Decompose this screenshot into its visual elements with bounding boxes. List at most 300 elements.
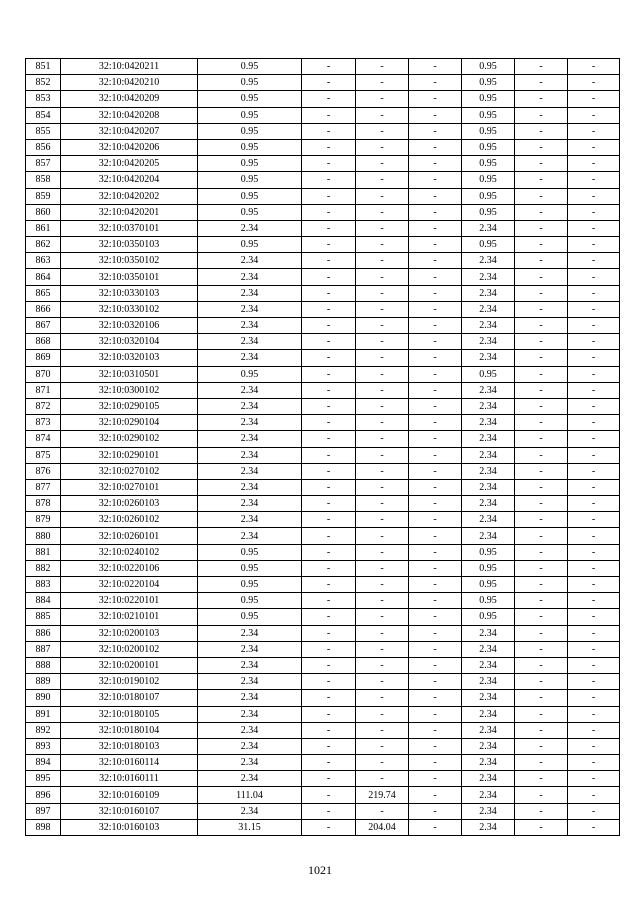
value-cell-3: - xyxy=(356,447,409,463)
row-number-cell: 883 xyxy=(26,577,61,593)
value-cell-4: - xyxy=(409,253,462,269)
value-cell-4: - xyxy=(409,706,462,722)
value-cell-4: - xyxy=(409,609,462,625)
value-cell-1: 2.34 xyxy=(198,625,302,641)
table-row xyxy=(26,755,620,771)
value-cell-5: 2.34 xyxy=(462,479,515,495)
value-cell-7: - xyxy=(568,334,620,350)
value-cell-1: 0.95 xyxy=(198,188,302,204)
value-cell-1: 2.34 xyxy=(198,528,302,544)
value-cell-1: 0.95 xyxy=(198,123,302,139)
row-number-cell: 871 xyxy=(26,382,61,398)
value-cell-4: - xyxy=(409,512,462,528)
value-cell-2: - xyxy=(302,496,356,512)
value-cell-2: - xyxy=(302,91,356,107)
value-cell-1: 2.34 xyxy=(198,706,302,722)
row-number-cell: 877 xyxy=(26,479,61,495)
value-cell-5: 0.95 xyxy=(462,139,515,155)
row-number-cell: 856 xyxy=(26,139,61,155)
value-cell-6: - xyxy=(515,479,568,495)
row-number-cell: 851 xyxy=(26,59,61,75)
value-cell-3: - xyxy=(356,544,409,560)
value-cell-7: - xyxy=(568,690,620,706)
row-number-cell: 857 xyxy=(26,156,61,172)
cadastral-number-cell: 32:10:0160109 xyxy=(61,787,198,803)
value-cell-5: 2.34 xyxy=(462,771,515,787)
value-cell-2: - xyxy=(302,560,356,576)
value-cell-6: - xyxy=(515,593,568,609)
value-cell-7: - xyxy=(568,139,620,155)
value-cell-1: 111.04 xyxy=(198,787,302,803)
value-cell-6: - xyxy=(515,431,568,447)
table-row xyxy=(26,771,620,787)
value-cell-2: - xyxy=(302,738,356,754)
value-cell-1: 2.34 xyxy=(198,269,302,285)
cadastral-number-cell: 32:10:0180104 xyxy=(61,722,198,738)
value-cell-3: - xyxy=(356,269,409,285)
value-cell-4: - xyxy=(409,496,462,512)
value-cell-2: - xyxy=(302,59,356,75)
value-cell-4: - xyxy=(409,738,462,754)
value-cell-5: 2.34 xyxy=(462,528,515,544)
table-row xyxy=(26,431,620,447)
value-cell-1: 2.34 xyxy=(198,755,302,771)
value-cell-1: 0.95 xyxy=(198,139,302,155)
value-cell-1: 2.34 xyxy=(198,301,302,317)
cadastral-number-cell: 32:10:0300102 xyxy=(61,382,198,398)
value-cell-3: - xyxy=(356,690,409,706)
cadastral-number-cell: 32:10:0420210 xyxy=(61,75,198,91)
value-cell-4: - xyxy=(409,528,462,544)
value-cell-5: 2.34 xyxy=(462,285,515,301)
value-cell-5: 2.34 xyxy=(462,334,515,350)
row-number-cell: 858 xyxy=(26,172,61,188)
cadastral-number-cell: 32:10:0200102 xyxy=(61,641,198,657)
value-cell-3: - xyxy=(356,771,409,787)
row-number-cell: 869 xyxy=(26,350,61,366)
value-cell-7: - xyxy=(568,350,620,366)
value-cell-4: - xyxy=(409,220,462,236)
table-row xyxy=(26,156,620,172)
value-cell-2: - xyxy=(302,415,356,431)
row-number-cell: 866 xyxy=(26,301,61,317)
cadastral-number-cell: 32:10:0420204 xyxy=(61,172,198,188)
value-cell-2: - xyxy=(302,690,356,706)
row-number-cell: 870 xyxy=(26,366,61,382)
value-cell-5: 2.34 xyxy=(462,496,515,512)
value-cell-6: - xyxy=(515,415,568,431)
value-cell-4: - xyxy=(409,301,462,317)
value-cell-6: - xyxy=(515,350,568,366)
value-cell-5: 2.34 xyxy=(462,674,515,690)
value-cell-6: - xyxy=(515,188,568,204)
value-cell-4: - xyxy=(409,722,462,738)
cadastral-number-cell: 32:10:0320103 xyxy=(61,350,198,366)
value-cell-3: - xyxy=(356,398,409,414)
row-number-cell: 852 xyxy=(26,75,61,91)
value-cell-6: - xyxy=(515,625,568,641)
row-number-cell: 897 xyxy=(26,803,61,819)
row-number-cell: 876 xyxy=(26,463,61,479)
value-cell-2: - xyxy=(302,577,356,593)
value-cell-6: - xyxy=(515,334,568,350)
table-body xyxy=(26,59,620,836)
value-cell-5: 0.95 xyxy=(462,366,515,382)
value-cell-5: 2.34 xyxy=(462,787,515,803)
value-cell-1: 0.95 xyxy=(198,577,302,593)
value-cell-7: - xyxy=(568,755,620,771)
value-cell-2: - xyxy=(302,382,356,398)
value-cell-2: - xyxy=(302,819,356,835)
table-row xyxy=(26,447,620,463)
value-cell-2: - xyxy=(302,512,356,528)
cadastral-number-cell: 32:10:0160114 xyxy=(61,755,198,771)
value-cell-7: - xyxy=(568,609,620,625)
value-cell-4: - xyxy=(409,657,462,673)
cadastral-number-cell: 32:10:0320106 xyxy=(61,318,198,334)
cadastral-number-cell: 32:10:0290104 xyxy=(61,415,198,431)
value-cell-4: - xyxy=(409,366,462,382)
value-cell-1: 2.34 xyxy=(198,657,302,673)
row-number-cell: 859 xyxy=(26,188,61,204)
value-cell-6: - xyxy=(515,803,568,819)
row-number-cell: 881 xyxy=(26,544,61,560)
value-cell-6: - xyxy=(515,722,568,738)
value-cell-7: - xyxy=(568,447,620,463)
cadastral-number-cell: 32:10:0220104 xyxy=(61,577,198,593)
table-row xyxy=(26,577,620,593)
value-cell-5: 2.34 xyxy=(462,803,515,819)
value-cell-5: 2.34 xyxy=(462,447,515,463)
value-cell-3: 219.74 xyxy=(356,787,409,803)
value-cell-7: - xyxy=(568,431,620,447)
value-cell-4: - xyxy=(409,625,462,641)
table-row xyxy=(26,253,620,269)
value-cell-6: - xyxy=(515,641,568,657)
value-cell-1: 2.34 xyxy=(198,318,302,334)
value-cell-6: - xyxy=(515,496,568,512)
value-cell-1: 2.34 xyxy=(198,382,302,398)
value-cell-5: 0.95 xyxy=(462,593,515,609)
value-cell-6: - xyxy=(515,123,568,139)
value-cell-2: - xyxy=(302,657,356,673)
table-row xyxy=(26,512,620,528)
value-cell-7: - xyxy=(568,91,620,107)
value-cell-2: - xyxy=(302,301,356,317)
row-number-cell: 888 xyxy=(26,657,61,673)
value-cell-5: 0.95 xyxy=(462,172,515,188)
value-cell-1: 0.95 xyxy=(198,204,302,220)
cadastral-number-cell: 32:10:0290105 xyxy=(61,398,198,414)
value-cell-7: - xyxy=(568,366,620,382)
value-cell-2: - xyxy=(302,156,356,172)
value-cell-1: 2.34 xyxy=(198,674,302,690)
value-cell-1: 2.34 xyxy=(198,512,302,528)
value-cell-4: - xyxy=(409,641,462,657)
value-cell-1: 2.34 xyxy=(198,447,302,463)
row-number-cell: 896 xyxy=(26,787,61,803)
value-cell-3: - xyxy=(356,496,409,512)
value-cell-3: - xyxy=(356,528,409,544)
value-cell-7: - xyxy=(568,738,620,754)
value-cell-3: - xyxy=(356,755,409,771)
value-cell-3: - xyxy=(356,172,409,188)
value-cell-3: - xyxy=(356,350,409,366)
value-cell-2: - xyxy=(302,204,356,220)
value-cell-7: - xyxy=(568,204,620,220)
row-number-cell: 874 xyxy=(26,431,61,447)
value-cell-4: - xyxy=(409,123,462,139)
row-number-cell: 872 xyxy=(26,398,61,414)
value-cell-1: 2.34 xyxy=(198,738,302,754)
value-cell-5: 0.95 xyxy=(462,577,515,593)
value-cell-2: - xyxy=(302,237,356,253)
cadastral-number-cell: 32:10:0320104 xyxy=(61,334,198,350)
value-cell-6: - xyxy=(515,609,568,625)
row-number-cell: 862 xyxy=(26,237,61,253)
value-cell-7: - xyxy=(568,544,620,560)
value-cell-2: - xyxy=(302,479,356,495)
value-cell-7: - xyxy=(568,787,620,803)
value-cell-5: 2.34 xyxy=(462,220,515,236)
cadastral-number-cell: 32:10:0350101 xyxy=(61,269,198,285)
value-cell-7: - xyxy=(568,674,620,690)
cadastral-number-cell: 32:10:0180103 xyxy=(61,738,198,754)
value-cell-2: - xyxy=(302,771,356,787)
cadastral-number-cell: 32:10:0180105 xyxy=(61,706,198,722)
value-cell-7: - xyxy=(568,803,620,819)
value-cell-4: - xyxy=(409,188,462,204)
value-cell-4: - xyxy=(409,269,462,285)
table-row xyxy=(26,560,620,576)
value-cell-5: 2.34 xyxy=(462,690,515,706)
row-number-cell: 863 xyxy=(26,253,61,269)
value-cell-1: 2.34 xyxy=(198,350,302,366)
value-cell-2: - xyxy=(302,139,356,155)
cadastral-number-cell: 32:10:0310501 xyxy=(61,366,198,382)
value-cell-5: 0.95 xyxy=(462,188,515,204)
value-cell-1: 0.95 xyxy=(198,609,302,625)
value-cell-2: - xyxy=(302,674,356,690)
value-cell-3: - xyxy=(356,738,409,754)
value-cell-7: - xyxy=(568,237,620,253)
value-cell-4: - xyxy=(409,156,462,172)
value-cell-7: - xyxy=(568,253,620,269)
value-cell-2: - xyxy=(302,253,356,269)
value-cell-5: 0.95 xyxy=(462,204,515,220)
value-cell-3: - xyxy=(356,366,409,382)
table-row xyxy=(26,657,620,673)
value-cell-4: - xyxy=(409,350,462,366)
value-cell-7: - xyxy=(568,398,620,414)
table-row xyxy=(26,625,620,641)
table-row xyxy=(26,382,620,398)
value-cell-3: - xyxy=(356,479,409,495)
value-cell-4: - xyxy=(409,771,462,787)
cadastral-number-cell: 32:10:0350103 xyxy=(61,237,198,253)
value-cell-2: - xyxy=(302,787,356,803)
value-cell-5: 0.95 xyxy=(462,107,515,123)
value-cell-1: 2.34 xyxy=(198,722,302,738)
cadastral-number-cell: 32:10:0330102 xyxy=(61,301,198,317)
value-cell-7: - xyxy=(568,771,620,787)
value-cell-6: - xyxy=(515,220,568,236)
table-row xyxy=(26,318,620,334)
value-cell-4: - xyxy=(409,674,462,690)
value-cell-1: 2.34 xyxy=(198,415,302,431)
value-cell-3: - xyxy=(356,463,409,479)
value-cell-6: - xyxy=(515,318,568,334)
value-cell-1: 2.34 xyxy=(198,253,302,269)
value-cell-4: - xyxy=(409,334,462,350)
row-number-cell: 893 xyxy=(26,738,61,754)
value-cell-6: - xyxy=(515,657,568,673)
value-cell-3: - xyxy=(356,107,409,123)
value-cell-7: - xyxy=(568,269,620,285)
value-cell-4: - xyxy=(409,479,462,495)
value-cell-1: 0.95 xyxy=(198,156,302,172)
value-cell-2: - xyxy=(302,366,356,382)
value-cell-3: - xyxy=(356,285,409,301)
table-row xyxy=(26,237,620,253)
value-cell-4: - xyxy=(409,447,462,463)
value-cell-7: - xyxy=(568,156,620,172)
value-cell-1: 0.95 xyxy=(198,237,302,253)
value-cell-3: - xyxy=(356,75,409,91)
value-cell-5: 2.34 xyxy=(462,706,515,722)
row-number-cell: 855 xyxy=(26,123,61,139)
value-cell-1: 0.95 xyxy=(198,91,302,107)
row-number-cell: 865 xyxy=(26,285,61,301)
value-cell-5: 2.34 xyxy=(462,738,515,754)
value-cell-2: - xyxy=(302,188,356,204)
table-row xyxy=(26,107,620,123)
value-cell-7: - xyxy=(568,706,620,722)
value-cell-3: - xyxy=(356,625,409,641)
value-cell-5: 0.95 xyxy=(462,75,515,91)
value-cell-7: - xyxy=(568,512,620,528)
value-cell-6: - xyxy=(515,674,568,690)
value-cell-3: - xyxy=(356,188,409,204)
value-cell-7: - xyxy=(568,722,620,738)
value-cell-5: 2.34 xyxy=(462,625,515,641)
value-cell-4: - xyxy=(409,107,462,123)
cadastral-number-cell: 32:10:0160111 xyxy=(61,771,198,787)
row-number-cell: 868 xyxy=(26,334,61,350)
table-row xyxy=(26,803,620,819)
value-cell-5: 2.34 xyxy=(462,382,515,398)
value-cell-1: 0.95 xyxy=(198,75,302,91)
value-cell-6: - xyxy=(515,139,568,155)
value-cell-6: - xyxy=(515,738,568,754)
value-cell-3: - xyxy=(356,382,409,398)
row-number-cell: 864 xyxy=(26,269,61,285)
value-cell-2: - xyxy=(302,706,356,722)
row-number-cell: 861 xyxy=(26,220,61,236)
value-cell-7: - xyxy=(568,415,620,431)
value-cell-7: - xyxy=(568,123,620,139)
value-cell-1: 0.95 xyxy=(198,107,302,123)
table-row xyxy=(26,91,620,107)
row-number-cell: 882 xyxy=(26,560,61,576)
value-cell-1: 2.34 xyxy=(198,803,302,819)
value-cell-4: - xyxy=(409,690,462,706)
value-cell-3: - xyxy=(356,415,409,431)
value-cell-3: - xyxy=(356,593,409,609)
value-cell-2: - xyxy=(302,609,356,625)
table-row xyxy=(26,528,620,544)
table-row xyxy=(26,350,620,366)
value-cell-7: - xyxy=(568,819,620,835)
value-cell-1: 2.34 xyxy=(198,463,302,479)
value-cell-6: - xyxy=(515,59,568,75)
value-cell-2: - xyxy=(302,447,356,463)
value-cell-3: - xyxy=(356,334,409,350)
value-cell-7: - xyxy=(568,107,620,123)
value-cell-3: - xyxy=(356,91,409,107)
value-cell-4: - xyxy=(409,560,462,576)
value-cell-1: 0.95 xyxy=(198,593,302,609)
table-row xyxy=(26,301,620,317)
value-cell-6: - xyxy=(515,528,568,544)
value-cell-7: - xyxy=(568,220,620,236)
value-cell-1: 0.95 xyxy=(198,172,302,188)
value-cell-5: 0.95 xyxy=(462,560,515,576)
cadastral-number-cell: 32:10:0220101 xyxy=(61,593,198,609)
value-cell-5: 2.34 xyxy=(462,819,515,835)
page-number: 1021 xyxy=(308,863,332,877)
table-row xyxy=(26,690,620,706)
value-cell-3: - xyxy=(356,204,409,220)
value-cell-6: - xyxy=(515,91,568,107)
table-row xyxy=(26,722,620,738)
value-cell-5: 0.95 xyxy=(462,59,515,75)
value-cell-1: 2.34 xyxy=(198,334,302,350)
value-cell-2: - xyxy=(302,269,356,285)
cadastral-number-cell: 32:10:0350102 xyxy=(61,253,198,269)
cadastral-number-cell: 32:10:0240102 xyxy=(61,544,198,560)
value-cell-1: 2.34 xyxy=(198,431,302,447)
value-cell-6: - xyxy=(515,285,568,301)
value-cell-7: - xyxy=(568,382,620,398)
row-number-cell: 891 xyxy=(26,706,61,722)
row-number-cell: 885 xyxy=(26,609,61,625)
value-cell-4: - xyxy=(409,593,462,609)
value-cell-3: - xyxy=(356,722,409,738)
row-number-cell: 894 xyxy=(26,755,61,771)
row-number-cell: 889 xyxy=(26,674,61,690)
value-cell-4: - xyxy=(409,463,462,479)
value-cell-2: - xyxy=(302,123,356,139)
value-cell-4: - xyxy=(409,803,462,819)
data-table xyxy=(25,58,620,836)
value-cell-6: - xyxy=(515,75,568,91)
value-cell-5: 2.34 xyxy=(462,398,515,414)
value-cell-6: - xyxy=(515,463,568,479)
value-cell-2: - xyxy=(302,75,356,91)
value-cell-6: - xyxy=(515,512,568,528)
row-number-cell: 886 xyxy=(26,625,61,641)
value-cell-1: 31.15 xyxy=(198,819,302,835)
value-cell-6: - xyxy=(515,237,568,253)
value-cell-2: - xyxy=(302,641,356,657)
table-row xyxy=(26,334,620,350)
value-cell-5: 2.34 xyxy=(462,722,515,738)
value-cell-6: - xyxy=(515,107,568,123)
value-cell-2: - xyxy=(302,755,356,771)
value-cell-7: - xyxy=(568,301,620,317)
value-cell-6: - xyxy=(515,771,568,787)
